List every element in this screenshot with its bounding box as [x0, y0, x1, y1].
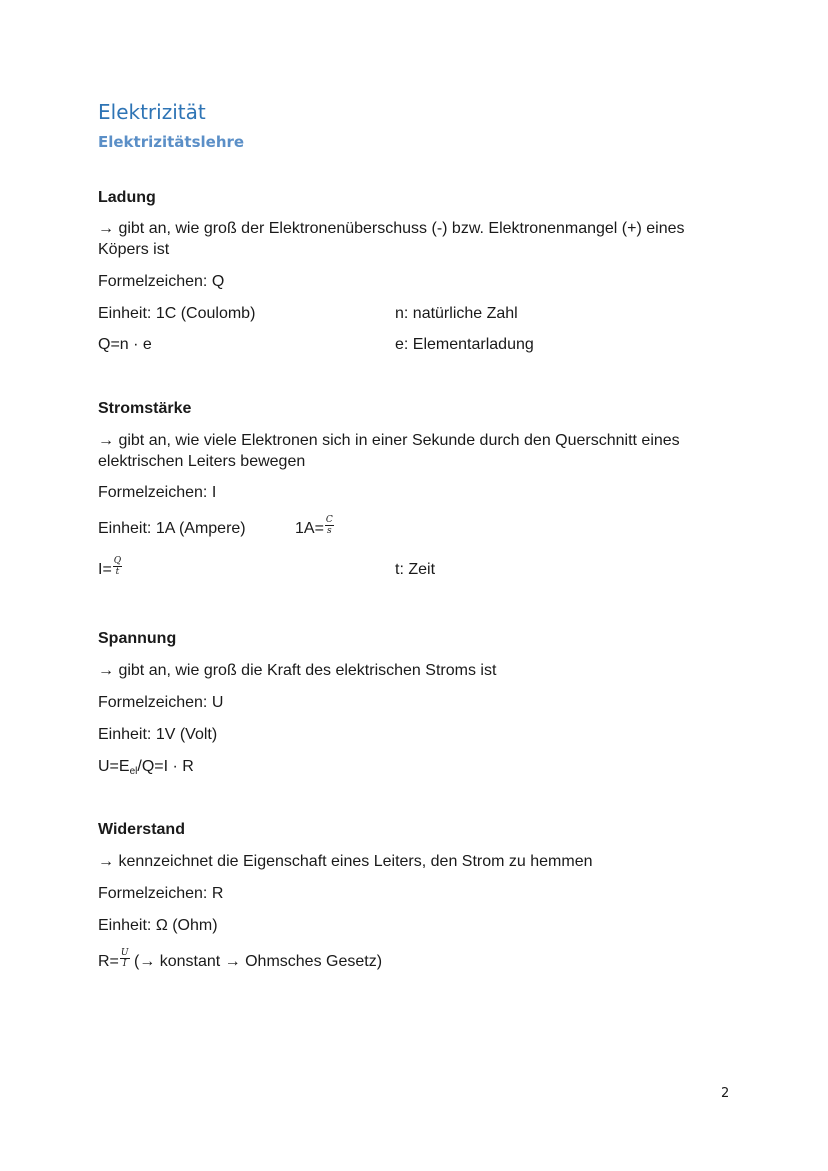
fraction-numerator: C	[325, 515, 333, 526]
spannung-formula	[98, 756, 194, 782]
formula-prefix: I=	[98, 561, 112, 578]
fraction-numerator: Q	[113, 556, 122, 567]
widerstand-symbol: Formelzeichen: R	[98, 885, 224, 902]
formula-subscript: el	[129, 766, 138, 777]
unit-definition-prefix: 1A=	[295, 520, 324, 537]
fraction-denominator: I	[122, 959, 127, 970]
fraction-numerator: U	[120, 948, 129, 959]
formula-fraction	[113, 556, 122, 577]
section-heading-ladung: Ladung	[98, 189, 156, 206]
stromstaerke-symbol: Formelzeichen: I	[98, 484, 217, 501]
stromstaerke-formula	[98, 556, 122, 580]
ladung-symbol: Formelzeichen: Q	[98, 273, 225, 290]
stromstaerke-unit: Einheit: 1A (Ampere)	[98, 520, 246, 537]
ladung-description-line-1: → gibt an, wie groß der Elektronenüberschuss (-) bzw. Elektronenmangel (+) eines	[98, 220, 685, 237]
fraction-denominator: t	[115, 567, 120, 578]
formula-prefix: R=	[98, 953, 119, 970]
ladung-unit: Einheit: 1C (Coulomb)	[98, 305, 256, 322]
spannung-description-line-1: → gibt an, wie groß die Kraft des elektrischen Stroms ist	[98, 662, 497, 679]
ladung-note-n: n: natürliche Zahl	[395, 305, 518, 322]
fraction-denominator: s	[327, 526, 332, 537]
ladung-note-e: e: Elementarladung	[395, 336, 534, 353]
section-heading-stromstaerke: Stromstärke	[98, 400, 192, 417]
formula-suffix: (→ konstant → Ohmsches Gesetz)	[129, 953, 383, 970]
unit-definition-fraction	[325, 515, 334, 536]
stromstaerke-unit-definition	[295, 515, 334, 539]
stromstaerke-description-line-1: → gibt an, wie viele Elektronen sich in einer Sekunde durch den Querschnitt eines	[98, 432, 680, 449]
stromstaerke-note-t: t: Zeit	[395, 561, 436, 578]
section-heading-spannung: Spannung	[98, 630, 177, 647]
formula-part-a: U=E	[98, 758, 130, 775]
widerstand-unit: Einheit: Ω (Ohm)	[98, 917, 218, 934]
formula-fraction	[120, 948, 130, 969]
formula-part-b: /Q=I · R	[137, 758, 194, 775]
page-number: 2	[721, 1086, 730, 1101]
widerstand-formula	[98, 948, 383, 972]
spannung-unit: Einheit: 1V (Volt)	[98, 726, 218, 743]
widerstand-description-line-1: → kennzeichnet die Eigenschaft eines Leiters, den Strom zu hemmen	[98, 853, 593, 870]
document-title: Elektrizität	[98, 100, 206, 124]
section-heading-widerstand: Widerstand	[98, 821, 185, 838]
ladung-description-line-2: Köpers ist	[98, 241, 170, 258]
document-subtitle: Elektrizitätslehre	[98, 133, 245, 151]
ladung-formula: Q=n · e	[98, 336, 152, 353]
spannung-symbol: Formelzeichen: U	[98, 694, 224, 711]
stromstaerke-description-line-2: elektrischen Leiters bewegen	[98, 453, 306, 470]
